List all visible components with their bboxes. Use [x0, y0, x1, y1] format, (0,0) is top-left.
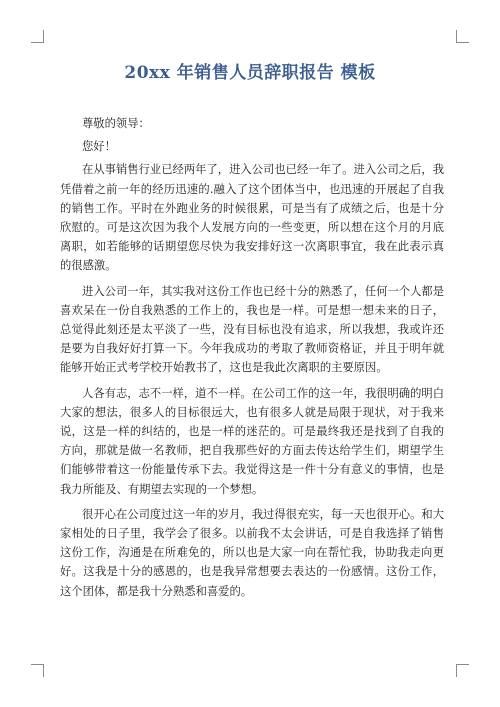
paragraph-4: 很开心在公司度过这一年的岁月，我过得很充实，每一天也很开心。和大家相处的日子里，我学会了很多。以前我不太会讲话，可是自我选择了销售这份工作，沟通是在所难免的，所以也是大家一向在帮忙我，协助我走向更好。这我是十分的感恩的，也是我异常想要去表达的一份感情。这份工作，这个团体，都是我十分熟悉和喜爱的。	[60, 507, 444, 598]
greeting: 您好！	[82, 140, 116, 154]
paragraph-1: 在从事销售行业已经两年了，进入公司也已经一年了。进入公司之后，我凭借着之前一年的经历迅速的.融入了这个团体当中，也迅速的开展起了自我的销售工作。平时在外跑业务的时候很累，可是当有了成绩之后，也是十分欣慰的。可是这次因为我个人发展方向的一些变更，所以想在这个月的月底离职，如若能够的话期望您尽快为我安排好这一次离职事宜，我在此表示真的很感激。	[60, 163, 444, 273]
crop-mark-bottom-left	[31, 664, 44, 677]
crop-mark-top-left	[31, 30, 44, 43]
document-title: 20xx 年销售人员辞职报告 模板	[124, 63, 376, 83]
paragraph-2: 进入公司一年，其实我对这份工作也已经十分的熟悉了，任何一个人都是喜欢呆在一份自我熟悉的工作上的，我也是一样。可是想一想未来的日子，总觉得此刻还是太平淡了一些，没有目标也没有追求，所以我想，我或许还是要为自我好好打算一下。今年我成功的考取了教师资格证，并且于明年就能够开始正式考学校开始教书了，这也是我此次离职的主要原因。	[60, 284, 444, 375]
crop-mark-top-right	[456, 30, 469, 43]
paragraph-3: 人各有志，志不一样，道不一样。在公司工作的这一年，我很明确的明白大家的想法，很多人的目标很远大，也有很多人就是局限于现状，对于我来说，这是一样的纠结的，也是一样的迷茫的。可是最终我还是找到了自我的方向，那就是做一名教师，把自我那些好的方面去传达给学生们，期望学生们能够带着这一份能量传承下去。我觉得这是一件十分有意义的事情，也是我力所能及、有期望去实现的一个梦想。	[60, 386, 444, 496]
salutation: 尊敬的领导：	[82, 117, 150, 130]
crop-mark-bottom-right	[456, 664, 469, 677]
document-body	[60, 110, 444, 607]
